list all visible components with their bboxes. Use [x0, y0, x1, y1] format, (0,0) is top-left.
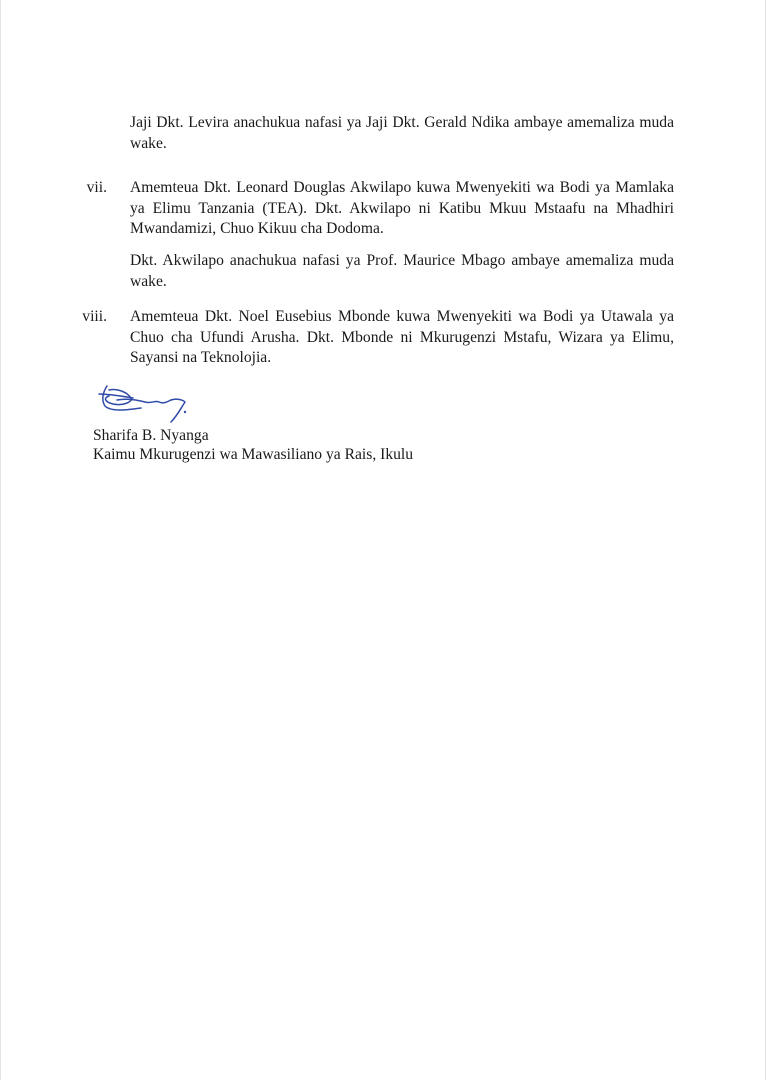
item-vii-paragraph-2: Dkt. Akwilapo anachukua nafasi ya Prof. Maurice Mbago ambaye amemaliza muda wake.	[130, 252, 674, 290]
signatory-name: Sharifa B. Nyanga	[93, 427, 209, 444]
item-vii-paragraph-1: Amemteua Dkt. Leonard Douglas Akwilapo kuwa Mwenyekiti wa Bodi ya Mamlaka ya Elimu Tanzania (TEA). Dkt. Akwilapo ni Katibu Mkuu Mstaafu na Mhadhiri Mwandamizi, Chuo Kikuu cha Dodoma.	[130, 179, 674, 238]
item-number-viii: viii.	[82, 308, 107, 325]
signatory-title: Kaimu Mkurugenzi wa Mawasiliano ya Rais, Ikulu	[93, 446, 414, 463]
continuation-paragraph: Jaji Dkt. Levira anachukua nafasi ya Jaji Dkt. Gerald Ndika ambaye amemaliza muda wake.	[130, 114, 674, 152]
handwritten-signature	[97, 382, 193, 428]
item-number-vii: vii.	[86, 179, 107, 196]
item-viii-paragraph-1: Amemteua Dkt. Noel Eusebius Mbonde kuwa Mwenyekiti wa Bodi ya Utawala ya Chuo cha Ufundi Arusha. Dkt. Mbonde ni Mkurugenzi Mstafu, Wizara ya Elimu, Sayansi na Teknolojia.	[130, 308, 674, 367]
